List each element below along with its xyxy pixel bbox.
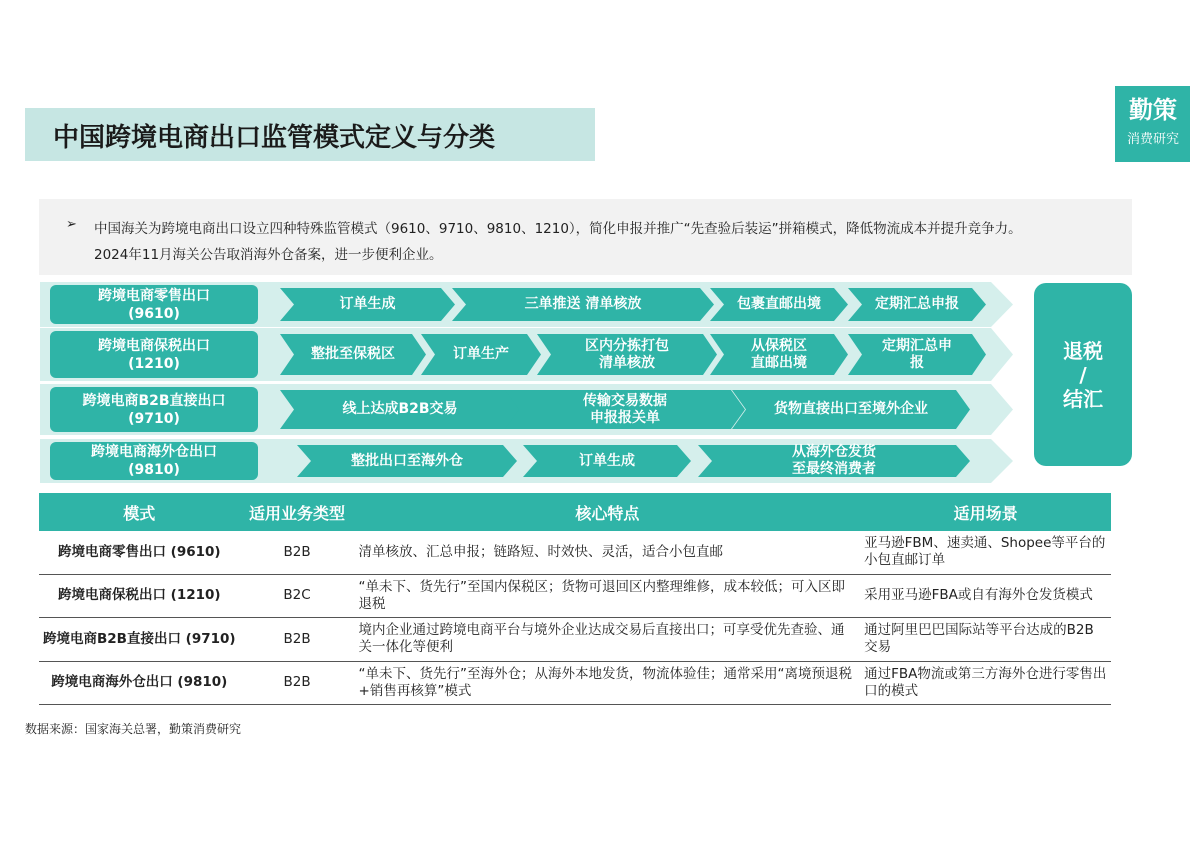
cell-scenario: 通过阿里巴巴国际站等平台达成的B2B交易 — [860, 618, 1111, 662]
flow-step — [710, 288, 848, 321]
flow-step-text: 订单生成 — [579, 452, 635, 469]
flow-mode-label — [50, 442, 258, 480]
flow-mode-label — [50, 331, 258, 378]
flow-mode-text: (9610) — [128, 305, 180, 322]
flow-step-text: 整批至保税区 — [311, 346, 395, 362]
flow-step-text: 清单核放 — [599, 354, 655, 371]
cell-features: 清单核放、汇总申报；链路短、时效快、灵活，适合小包直邮 — [355, 531, 861, 574]
cell-scenario: 采用亚马逊FBA或自有海外仓发货模式 — [860, 574, 1111, 618]
summary-line-2: 2024年11月海关公告取消海外仓备案，进一步便利企业。 — [94, 247, 443, 263]
flow-step-text: 从保税区 — [751, 337, 807, 354]
cell-scenario: 亚马逊FBM、速卖通、Shopee等平台的小包直邮订单 — [860, 531, 1111, 574]
flow-step — [421, 334, 541, 375]
tax-label-1: 退税 — [1063, 338, 1103, 363]
table-header-row — [39, 493, 1111, 531]
bullet-arrow-icon: ➢ — [66, 217, 77, 232]
cell-features: “单未下、货先行”至海外仓；从海外本地发货，物流体验佳；通常采用“离境预退税+销售再核算”模式 — [355, 661, 861, 705]
flow-step-text: 从海外仓发货 — [792, 444, 876, 460]
flow-step-text: 订单生产 — [453, 346, 509, 362]
flow-step — [710, 334, 848, 375]
flow-step — [297, 445, 517, 477]
flow-step — [280, 334, 426, 375]
flow-mode-text: 跨境电商零售出口 — [98, 287, 210, 304]
flow-step-text: 整批出口至海外仓 — [351, 452, 463, 469]
page-title: 中国跨境电商出口监管模式定义与分类 — [53, 123, 496, 153]
flow-mode-text: 跨境电商海外仓出口 — [91, 444, 217, 460]
flow-step — [505, 390, 745, 429]
table-row — [39, 574, 1111, 618]
flow-step-text: 至最终消费者 — [792, 461, 876, 477]
flow-step — [523, 445, 691, 477]
header-mode: 模式 — [39, 493, 240, 531]
title-bar — [25, 108, 595, 161]
logo-text-main: 勤策 — [1129, 95, 1177, 124]
flow-step-text: 直邮出境 — [751, 354, 807, 371]
flow-step-text: 线上达成B2B交易 — [342, 401, 458, 417]
flow-step — [732, 390, 970, 429]
brand-logo — [1115, 86, 1190, 162]
header-core-features: 核心特点 — [355, 493, 861, 531]
flow-mode-text: (9810) — [128, 462, 180, 478]
flow-step-text: 三单推送 清单核放 — [524, 296, 642, 312]
cell-mode: 跨境电商海外仓出口 (9810) — [39, 661, 240, 705]
data-source: 数据来源：国家海关总署，勤策消费研究 — [25, 722, 242, 736]
flow-mode-text: 跨境电商B2B直接出口 — [82, 392, 226, 409]
cell-mode: 跨境电商零售出口 (9610) — [39, 531, 240, 574]
flow-step-text: 订单生成 — [339, 296, 396, 312]
tax-settlement-box — [1034, 283, 1132, 466]
logo-text-sub: 消费研究 — [1126, 132, 1179, 147]
flow-step — [848, 288, 986, 321]
cell-features: 境内企业通过跨境电商平台与境外企业达成交易后直接出口；可享受优先查验、通关一体化等便利 — [355, 618, 861, 662]
cell-features: “单未下、货先行”至国内保税区；货物可退回区内整理维修，成本较低；可入区即退税 — [355, 574, 861, 618]
flow-step-text: 货物直接出口至境外企业 — [774, 401, 928, 417]
flow-mode-text: (9710) — [128, 410, 180, 427]
flow-step-text: 包裹直邮出境 — [737, 296, 821, 312]
flow-step — [848, 334, 986, 375]
flow-step — [698, 445, 970, 477]
table-row — [39, 618, 1111, 662]
cell-type: B2C — [240, 574, 355, 618]
flow-step-text: 申报报关单 — [590, 409, 660, 426]
flow-step-text: 传输交易数据 — [583, 392, 667, 409]
mode-table — [39, 493, 1111, 705]
summary-line-1: 中国海关为跨境电商出口设立四种特殊监管模式（9610、9710、9810、1210），简化申报并推广“先查验后装运”拼箱模式，降低物流成本并提升竞争力。 — [94, 221, 1022, 237]
table-row — [39, 531, 1111, 574]
flow-step — [280, 288, 455, 321]
flow-mode-label — [50, 285, 258, 324]
cell-scenario: 通过FBA物流或第三方海外仓进行零售出口的模式 — [860, 661, 1111, 705]
flow-step — [537, 334, 717, 375]
cell-type: B2B — [240, 661, 355, 705]
table-row — [39, 661, 1111, 705]
tax-label-2: 结汇 — [1063, 386, 1103, 411]
flow-mode-label — [50, 387, 258, 432]
flow-mode-text: (1210) — [128, 355, 180, 372]
cell-type: B2B — [240, 618, 355, 662]
flow-step — [452, 288, 714, 321]
cell-mode: 跨境电商B2B直接出口 (9710) — [39, 618, 240, 662]
cell-type: B2B — [240, 531, 355, 574]
cell-mode: 跨境电商保税出口 (1210) — [39, 574, 240, 618]
flow-mode-text: 跨境电商保税出口 — [98, 337, 210, 354]
flow-step-text: 区内分拣打包 — [585, 337, 669, 354]
header-scenarios: 适用场景 — [860, 493, 1111, 531]
header-business-type: 适用业务类型 — [240, 493, 355, 531]
flow-step — [280, 390, 520, 429]
flow-step-text: 定期汇总申报 — [875, 296, 959, 312]
flow-step-text: 定期汇总申 — [882, 337, 952, 354]
flow-step-text: 报 — [910, 354, 924, 371]
tax-label-slash: / — [1079, 362, 1087, 387]
summary-box — [39, 199, 1132, 275]
